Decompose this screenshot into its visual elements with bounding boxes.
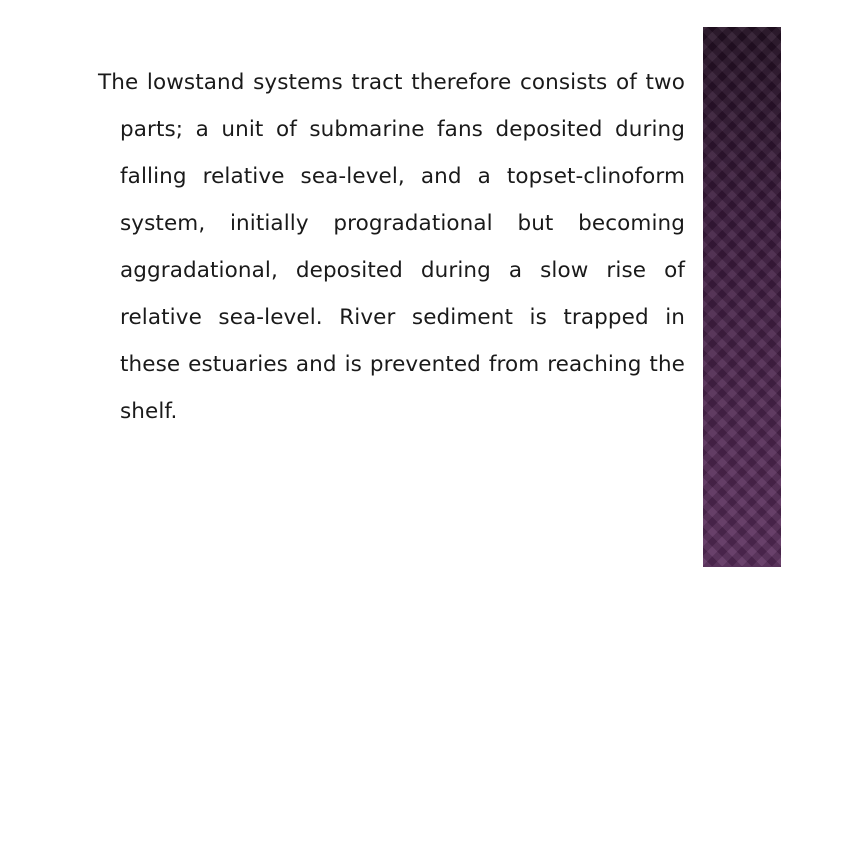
- body-paragraph: The lowstand systems tract therefore consists of two parts; a unit of submarine fans deposited during falling relative sea-level, and a topset-clinoform system, initially progradational but becoming aggradational, deposited during a slow rise of relative sea-level. River sediment is trapped in these estuaries and is prevented from reaching the shelf.: [98, 70, 685, 424]
- decorative-side-band: [703, 27, 781, 567]
